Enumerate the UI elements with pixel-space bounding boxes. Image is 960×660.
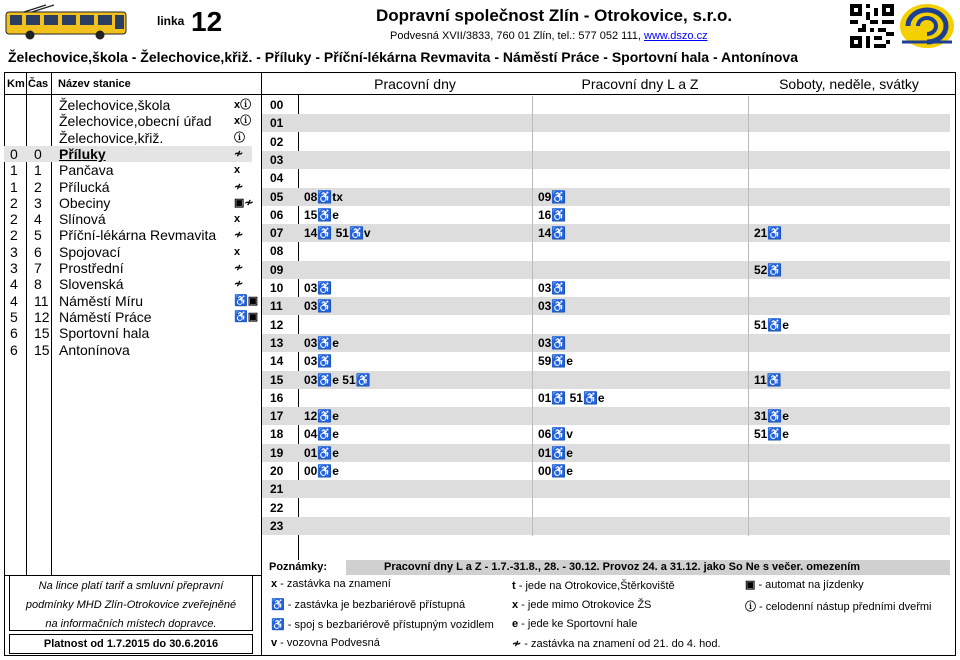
- departure-row: [298, 407, 950, 425]
- stop-name: Náměstí Práce: [59, 308, 152, 325]
- departure-row: [298, 389, 950, 407]
- workday-departures: 00♿e: [304, 464, 339, 478]
- stop-time: 2: [34, 178, 42, 195]
- hour-cell: 03: [262, 151, 298, 169]
- legend-symbol: ♿: [271, 599, 285, 611]
- hour-cell: 01: [262, 114, 298, 132]
- stop-km: 3: [10, 243, 18, 260]
- stop-name: Sportovní hala: [59, 325, 150, 342]
- workdays-header: Pracovní dny: [374, 76, 456, 92]
- hour-cell: 20: [270, 464, 284, 478]
- stop-km: 1: [10, 178, 18, 195]
- departure-row: [298, 444, 950, 462]
- departure-row: [298, 371, 950, 389]
- hour-cell: 16: [270, 390, 284, 405]
- legend-item: [745, 598, 931, 614]
- stop-symbols: x: [234, 164, 241, 177]
- departure-row: [298, 133, 950, 151]
- route-description: Želechovice,škola - Želechovice,křiž. - Příluky - Příční-lékárna Revmavita - Náměstí Práce - Sportovní hala - Antonínova: [8, 49, 798, 65]
- stop-km: 2: [10, 211, 18, 228]
- stop-name: Přílucká: [59, 178, 110, 195]
- hour-cell: 11: [262, 297, 298, 315]
- stop-time: 15: [34, 325, 50, 342]
- stop-time: 12: [34, 308, 50, 325]
- stop-name: Želechovice,škola: [59, 97, 171, 113]
- workday-departures: 04♿e: [304, 427, 339, 442]
- workday-departures: 12♿e: [304, 409, 339, 424]
- hour-cell: 04: [270, 171, 284, 186]
- validity-period: Platnost od 1.7.2015 do 30.6.2016: [9, 634, 253, 654]
- weekend-departures: 31♿e: [754, 409, 789, 424]
- departure-row: [298, 480, 950, 498]
- stop-symbols: ♿▣: [234, 294, 259, 307]
- stop-symbols: x: [234, 213, 241, 226]
- workday-lz-departures: 03♿: [538, 281, 567, 295]
- stop-symbols: ⓘ: [234, 131, 245, 144]
- departure-row: [298, 261, 950, 279]
- stop-km: 2: [10, 194, 18, 211]
- legend-text: - jede ke Sportovní hale: [518, 618, 638, 630]
- stop-km: 6: [10, 325, 18, 342]
- legend-symbol: x: [271, 578, 278, 590]
- workday-departures: 03♿e: [304, 335, 339, 350]
- stop-time: 7: [34, 260, 42, 276]
- workday-departures: 03♿e 51♿: [304, 372, 371, 387]
- hour-cell: 13: [262, 334, 298, 352]
- workday-departures: 15♿e: [304, 207, 339, 222]
- hour-cell: 18: [270, 427, 284, 442]
- column-separator: [532, 96, 533, 536]
- workday-departures: 03♿: [304, 354, 333, 369]
- stop-time: 5: [34, 227, 42, 244]
- stop-name: Slovenská: [59, 276, 124, 293]
- stop-name: Obeciny: [59, 194, 111, 211]
- stop-symbols: ≁: [234, 278, 244, 291]
- departure-row: [298, 517, 950, 535]
- stop-time: 1: [34, 162, 42, 179]
- stop-time: 0: [34, 145, 42, 162]
- workday-lz-departures: 03♿: [538, 299, 567, 314]
- departure-row: [298, 462, 950, 480]
- hour-cell: 12: [270, 317, 284, 332]
- stop-time: 3: [34, 194, 42, 211]
- legend-symbol: ▣: [745, 579, 756, 591]
- column-separator: [748, 96, 749, 536]
- legend-item: [271, 618, 494, 631]
- stop-symbols: ▣≁: [234, 196, 254, 209]
- line-label: linka: [157, 14, 185, 28]
- departure-row: [298, 279, 950, 297]
- workdays-lz-header: Pracovní dny L a Z: [581, 76, 699, 92]
- time-header: Čas: [28, 78, 49, 90]
- legend-symbol: ≁: [512, 638, 522, 650]
- workday-lz-departures: 01♿e: [538, 445, 573, 460]
- departure-row: [298, 206, 950, 224]
- departure-row: [298, 499, 950, 517]
- legend-text: - automat na jízdenky: [755, 579, 864, 591]
- legend-text: - jede na Otrokovice,Štěrkoviště: [515, 580, 675, 592]
- stop-km: 4: [10, 292, 18, 309]
- legend-symbol: e: [512, 618, 519, 630]
- stop-symbols: ≁: [234, 180, 244, 193]
- departure-row: [298, 169, 950, 187]
- hour-cell: 14: [270, 354, 284, 369]
- stop-symbols: ≁: [234, 229, 244, 242]
- stop-time: 4: [34, 211, 42, 228]
- legend-symbol: v: [271, 637, 278, 649]
- legend-text: - zastávka na znamení: [277, 578, 391, 590]
- legend-text: - vozovna Podvesná: [277, 637, 380, 649]
- weekend-departures: 52♿: [754, 262, 783, 277]
- legend-service-note: Pracovní dny L a Z - 1.7.-31.8., 28. - 30.12. Provoz 24. a 31.12. jako So Ne s večer. omezením: [346, 560, 950, 575]
- legend-symbol: t: [512, 580, 516, 592]
- legend-text: - zastávka je bezbariérově přístupná: [284, 599, 466, 611]
- stop-symbols: x: [234, 245, 241, 258]
- hour-cell: 10: [270, 281, 284, 295]
- legend-item: [271, 578, 391, 590]
- weekend-departures: 51♿e: [754, 427, 789, 442]
- hour-cell: 19: [262, 444, 298, 462]
- stop-name: Želechovice,křiž.: [59, 129, 164, 146]
- stop-name: Spojovací: [59, 243, 121, 260]
- hour-cell: 05: [262, 188, 298, 206]
- departure-row: [298, 114, 950, 132]
- legend-text: - zastávka na znamení od 21. do 4. hod.: [521, 638, 721, 650]
- km-header: Km: [7, 78, 25, 90]
- stop-name: Slínová: [59, 211, 106, 228]
- workday-departures: 03♿: [304, 299, 333, 314]
- workday-lz-departures: 06♿v: [538, 427, 573, 442]
- hour-cell: 17: [262, 407, 298, 425]
- hour-cell: 09: [262, 261, 298, 279]
- company-website-link[interactable]: www.dszo.cz: [644, 30, 708, 42]
- departure-row: [298, 151, 950, 169]
- stop-km: 5: [10, 308, 18, 325]
- workday-lz-departures: 01♿ 51♿e: [538, 390, 605, 405]
- workday-lz-departures: 59♿e: [538, 354, 573, 369]
- weekend-departures: 11♿: [754, 372, 782, 387]
- legend-symbol: ⓘ: [745, 601, 756, 613]
- weekend-departures: 51♿e: [754, 317, 789, 332]
- workday-lz-departures: 16♿: [538, 207, 567, 222]
- stop-name: Prostřední: [59, 260, 124, 276]
- stop-time: 6: [34, 243, 42, 260]
- hour-cell: 08: [270, 244, 284, 259]
- company-logo: [898, 2, 956, 50]
- company-address: Podvesná XVII/3833, 760 01 Zlín, tel.: 577 052 111, www.dszo.cz: [390, 30, 708, 42]
- stop-km: 0: [10, 145, 18, 162]
- legend-item: [512, 618, 637, 630]
- stop-name: Pančava: [59, 162, 114, 179]
- legend-item: [271, 598, 465, 611]
- tariff-note: Na lince platí tarif a smluvní přepravní podmínky MHD Zlín-Otrokovice zveřejněné na informačních místech dopravce.: [9, 575, 253, 631]
- stop-name: Příluky: [59, 145, 106, 162]
- legend-text: - jede mimo Otrokovice ŽS: [518, 599, 652, 611]
- stop-km: 3: [10, 260, 18, 276]
- stop-time: 11: [34, 292, 49, 309]
- legend-title: Poznámky:: [269, 561, 328, 573]
- stop-time: 8: [34, 276, 42, 293]
- qr-code-icon: [850, 4, 894, 48]
- stop-name: Příční-lékárna Revmavita: [59, 227, 217, 244]
- departure-row: [298, 352, 950, 370]
- stop-name: Želechovice,obecní úřad: [59, 113, 212, 130]
- stop-symbols: xⓘ: [234, 115, 252, 128]
- station-name-header: Název stanice: [58, 78, 131, 90]
- stop-symbols: ≁: [234, 147, 244, 160]
- workday-departures: 14♿ 51♿v: [304, 226, 371, 241]
- workday-departures: 03♿: [304, 281, 333, 295]
- departure-row: [298, 334, 950, 352]
- stop-km: 2: [10, 227, 18, 244]
- hour-cell: 21: [262, 480, 298, 498]
- departure-row: [298, 425, 950, 443]
- hour-cell: 07: [262, 224, 298, 242]
- legend-item: [512, 637, 721, 650]
- legend-item: [745, 578, 864, 591]
- stop-name: Antonínova: [59, 341, 130, 358]
- legend-text: - spoj s bezbariérově přístupným vozidlem: [284, 619, 494, 631]
- workday-lz-departures: 09♿: [538, 189, 567, 204]
- line-number: 12: [191, 6, 223, 37]
- stop-row: [4, 146, 252, 162]
- departure-row: [298, 188, 950, 206]
- workday-departures: 01♿e: [304, 445, 339, 460]
- hour-cell: 23: [262, 517, 298, 535]
- stop-symbols: ♿▣: [234, 310, 259, 323]
- weekend-departures: 21♿: [754, 226, 783, 241]
- workday-lz-departures: 03♿: [538, 335, 567, 350]
- workday-lz-departures: 14♿: [538, 226, 567, 241]
- legend-item: [271, 637, 380, 649]
- departure-row: [298, 96, 950, 114]
- stop-time: 15: [34, 341, 50, 358]
- legend-symbol: ♿: [271, 619, 285, 631]
- departure-row: [298, 224, 950, 242]
- stop-name: Náměstí Míru: [59, 292, 144, 309]
- hour-cell: 02: [270, 134, 284, 149]
- legend-symbol: x: [512, 599, 519, 611]
- workday-lz-departures: 00♿e: [538, 464, 573, 478]
- hour-cell: 06: [270, 207, 284, 222]
- departure-row: [298, 297, 950, 315]
- stop-symbols: xⓘ: [234, 99, 252, 111]
- hour-cell: 15: [262, 371, 298, 389]
- stop-km: 4: [10, 276, 18, 293]
- stop-symbols: ≁: [234, 262, 244, 274]
- workday-departures: 08♿tx: [304, 189, 343, 204]
- trolleybus-icon: [4, 4, 130, 42]
- departure-row: [298, 242, 950, 260]
- stop-km: 1: [10, 162, 18, 179]
- legend-item: [512, 599, 651, 611]
- legend-text: - celodenní nástup předními dveřmi: [756, 601, 932, 613]
- weekend-header: Soboty, neděle, svátky: [779, 76, 919, 92]
- hour-cell: 00: [270, 98, 284, 112]
- departure-row: [298, 316, 950, 334]
- company-name: Dopravní společnost Zlín - Otrokovice, s.r.o.: [376, 6, 733, 25]
- stop-km: 6: [10, 341, 18, 358]
- legend-item: [512, 580, 675, 592]
- hour-cell: 22: [270, 500, 284, 515]
